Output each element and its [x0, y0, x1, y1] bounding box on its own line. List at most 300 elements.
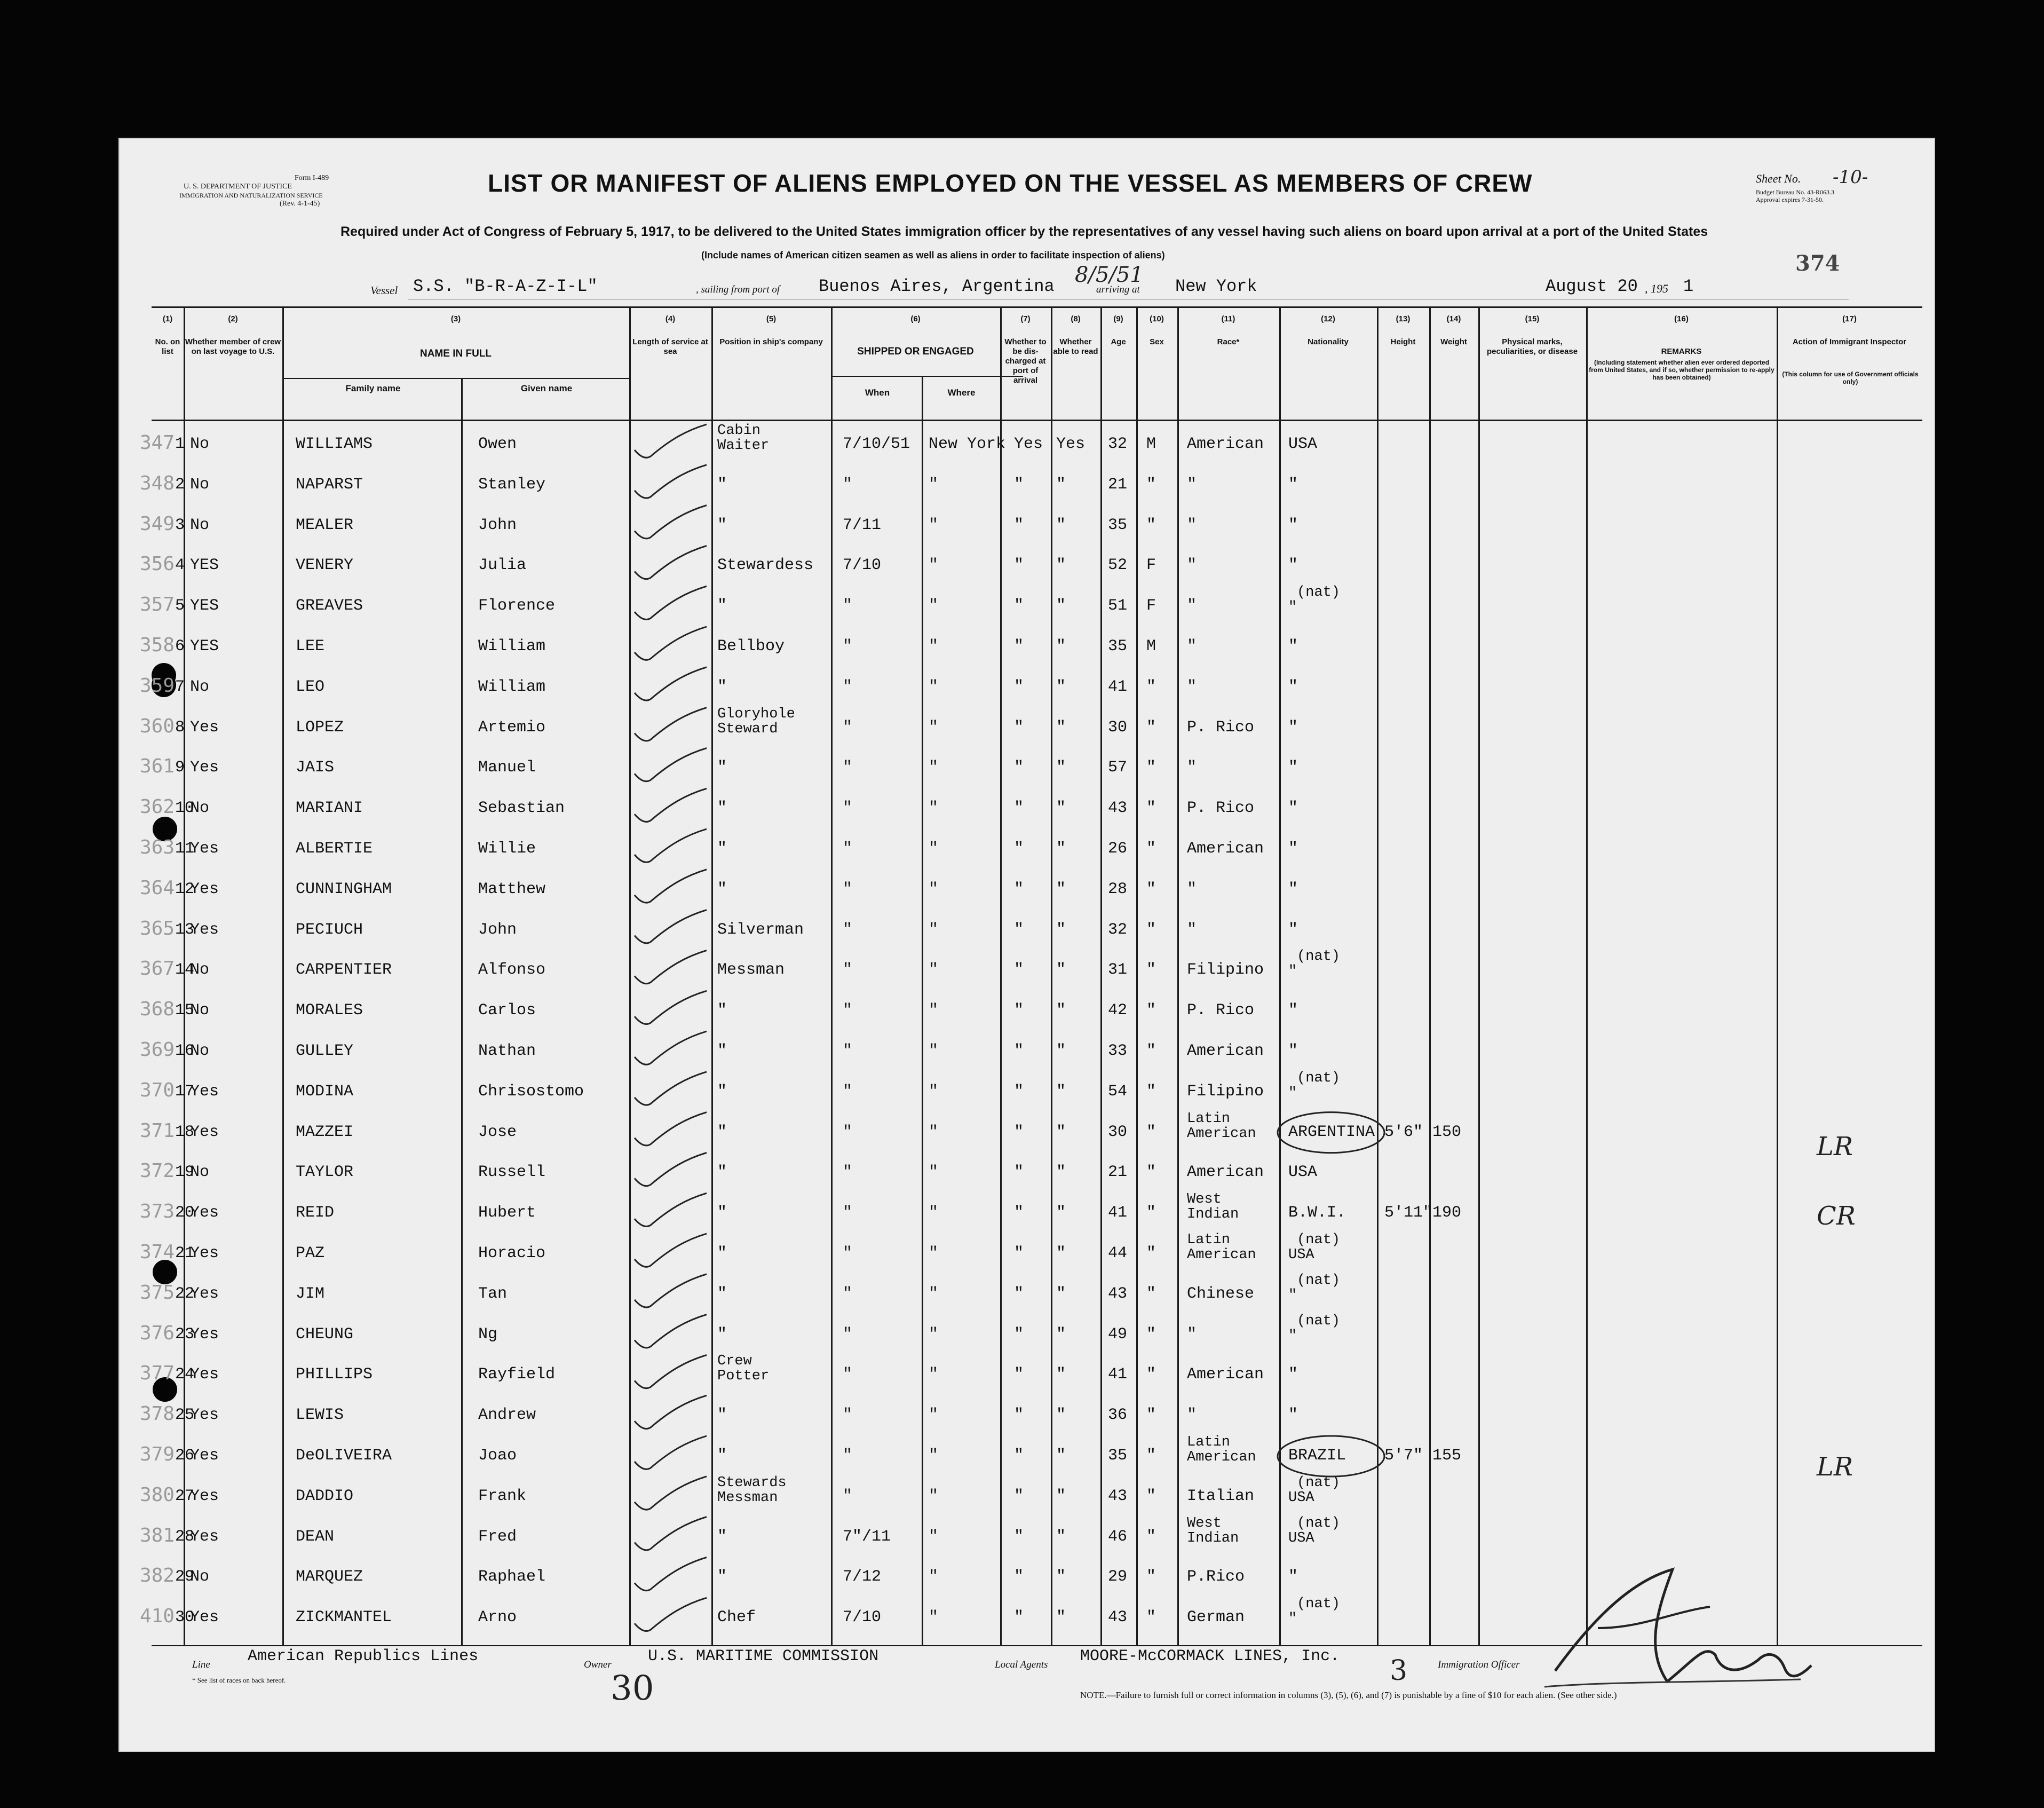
- column-number: (14): [1446, 314, 1461, 323]
- given-name: Artemio: [478, 718, 546, 737]
- column-header: Weight: [1440, 337, 1467, 346]
- able-to-read: ": [1056, 516, 1066, 534]
- column-number: (13): [1396, 314, 1411, 323]
- shipped-when: 7"/11: [843, 1527, 891, 1546]
- discharged: ": [1014, 597, 1024, 615]
- weight: 150: [1432, 1123, 1462, 1141]
- shipped-when: ": [843, 840, 853, 858]
- position: ": [717, 759, 727, 777]
- given-name: Florence: [478, 597, 556, 615]
- race: German: [1187, 1608, 1245, 1627]
- nationality: ": [1288, 677, 1298, 696]
- column-number: (4): [665, 314, 676, 323]
- family-name: CARPENTIER: [296, 961, 392, 980]
- sex: ": [1146, 1608, 1156, 1627]
- family-name: MODINA: [296, 1082, 354, 1101]
- sex: ": [1146, 516, 1156, 534]
- sequence-stamp: 349: [140, 512, 175, 535]
- row-number: 20: [175, 1204, 195, 1222]
- given-name: John: [478, 920, 517, 939]
- discharged: ": [1014, 1001, 1024, 1020]
- sex: ": [1146, 1284, 1156, 1303]
- position: ": [717, 1042, 727, 1060]
- race: American: [1187, 435, 1264, 453]
- check-mark: [635, 829, 707, 862]
- family-name: GULLEY: [296, 1042, 354, 1060]
- check-mark: [635, 870, 707, 903]
- family-name: ZICKMANTEL: [296, 1608, 392, 1627]
- row-number: 24: [175, 1365, 195, 1384]
- shipped-where: ": [929, 1204, 939, 1222]
- check-mark: [635, 1152, 707, 1186]
- row-number: 2: [175, 475, 185, 494]
- sequence-stamp: 377: [140, 1362, 175, 1385]
- sex: ": [1146, 1123, 1156, 1141]
- given-name: Ng: [478, 1325, 498, 1344]
- age: 43: [1108, 799, 1128, 818]
- column-number: (9): [1113, 314, 1123, 323]
- position: Messman: [717, 961, 785, 980]
- shipped-where: ": [929, 1527, 939, 1546]
- column-number: (7): [1020, 314, 1031, 323]
- age: 54: [1108, 1082, 1128, 1101]
- row-number: 11: [175, 840, 195, 858]
- position: Stewardess: [717, 556, 814, 575]
- document-subtitle: Required under Act of Congress of February 5, 1917, to be delivered to the United States immigration officer by the representatives of any vessel having such aliens on board upon arrival at a port of the United States: [340, 224, 1708, 239]
- sequence-stamp: 380: [140, 1483, 175, 1506]
- family-name: MARIANI: [296, 799, 363, 818]
- discharged: ": [1014, 920, 1024, 939]
- prev-voyage: Yes: [190, 1608, 219, 1627]
- sheet-number: -10-: [1833, 167, 1868, 188]
- race: Filipino: [1187, 961, 1264, 980]
- row-number: 22: [175, 1284, 195, 1303]
- position: ": [717, 1568, 727, 1586]
- age: 26: [1108, 840, 1128, 858]
- sex: ": [1146, 677, 1156, 696]
- owner-label: Owner: [584, 1659, 612, 1670]
- family-name: ALBERTIE: [296, 840, 373, 858]
- able-to-read: ": [1056, 799, 1066, 818]
- sex: ": [1146, 920, 1156, 939]
- agents-name: MOORE-McCORMACK LINES, Inc.: [1080, 1647, 1340, 1665]
- discharged: Yes: [1014, 435, 1043, 453]
- discharged: ": [1014, 718, 1024, 737]
- position: ": [717, 1204, 727, 1222]
- given-name: Nathan: [478, 1042, 536, 1060]
- sequence-stamp: 382: [140, 1565, 175, 1587]
- shipped-when: 7/10: [843, 556, 882, 575]
- discharged: ": [1014, 1082, 1024, 1101]
- sequence-stamp: 348: [140, 472, 175, 494]
- shipped-when: ": [843, 1447, 853, 1465]
- able-to-read: ": [1056, 1244, 1066, 1262]
- shipped-when: ": [843, 961, 853, 980]
- nationality: (nat) USA: [1288, 1474, 1341, 1506]
- able-to-read: ": [1056, 1608, 1066, 1627]
- check-mark: [635, 546, 707, 579]
- race: Chinese: [1187, 1284, 1255, 1303]
- able-to-read: ": [1056, 1082, 1066, 1101]
- nationality: ": [1288, 1042, 1298, 1060]
- family-name: LEE: [296, 637, 325, 656]
- sex: ": [1146, 1406, 1156, 1425]
- column-header: Height: [1390, 337, 1416, 346]
- given-name: Frank: [478, 1487, 527, 1505]
- sequence-stamp: 372: [140, 1160, 175, 1182]
- inspector-initials: CR: [1817, 1201, 1856, 1231]
- sequence-stamp: 368: [140, 998, 175, 1021]
- check-marks: [120, 139, 1934, 1751]
- shipped-when: 7/11: [843, 516, 882, 534]
- able-to-read: ": [1056, 1123, 1066, 1141]
- family-name: GREAVES: [296, 597, 363, 615]
- check-mark: [635, 1112, 707, 1146]
- check-mark: [635, 667, 707, 700]
- handwritten-total: 30: [611, 1669, 654, 1708]
- shipped-when: ": [843, 1123, 853, 1141]
- shipped-where: ": [929, 1325, 939, 1344]
- nationality: (nat) USA: [1288, 1515, 1341, 1546]
- shipped-when: ": [843, 759, 853, 777]
- sequence-stamp: 375: [140, 1281, 175, 1304]
- discharged: ": [1014, 1244, 1024, 1262]
- sequence-stamp: 371: [140, 1119, 175, 1142]
- family-name: PECIUCH: [296, 920, 363, 939]
- able-to-read: ": [1056, 961, 1066, 980]
- check-mark: [635, 1436, 707, 1469]
- shipped-where: ": [929, 1406, 939, 1425]
- row-number: 7: [175, 677, 185, 696]
- department-line: U. S. DEPARTMENT OF JUSTICE: [184, 183, 292, 191]
- discharged: ": [1014, 1406, 1024, 1425]
- race: ": [1187, 920, 1197, 939]
- shipped-where: ": [929, 1001, 939, 1020]
- able-to-read: ": [1056, 1568, 1066, 1586]
- column-header: Position in ship's company: [719, 337, 823, 346]
- given-name: Tan: [478, 1284, 508, 1303]
- check-mark: [635, 465, 707, 498]
- row-number: 6: [175, 637, 185, 656]
- family-name: MAZZEI: [296, 1123, 354, 1141]
- shipped-where: ": [929, 677, 939, 696]
- age: 21: [1108, 1163, 1128, 1182]
- able-to-read: ": [1056, 1163, 1066, 1182]
- age: 43: [1108, 1608, 1128, 1627]
- prev-voyage: No: [190, 1001, 210, 1020]
- discharged: ": [1014, 1123, 1024, 1141]
- shipped-where: ": [929, 880, 939, 898]
- sequence-stamp: 367: [140, 958, 175, 980]
- column-number: (17): [1842, 314, 1857, 323]
- line-label: Line: [192, 1659, 210, 1670]
- nationality: (nat) ": [1288, 1596, 1341, 1628]
- row-number: 28: [175, 1527, 195, 1546]
- given-name: John: [478, 516, 517, 534]
- prev-voyage: Yes: [190, 1406, 219, 1425]
- shipped-where: ": [929, 1244, 939, 1262]
- family-name: TAYLOR: [296, 1163, 354, 1182]
- family-name: JAIS: [296, 759, 335, 777]
- age: 52: [1108, 556, 1128, 575]
- sequence-stamp: 379: [140, 1443, 175, 1465]
- prev-voyage: No: [190, 516, 210, 534]
- nationality: ": [1288, 1001, 1298, 1020]
- prev-voyage: Yes: [190, 1325, 219, 1344]
- row-number: 9: [175, 759, 185, 777]
- race: ": [1187, 556, 1197, 575]
- column-header: NAME IN FULL: [419, 348, 492, 359]
- row-number: 23: [175, 1325, 195, 1344]
- sequence-stamp: 410: [140, 1605, 175, 1628]
- check-mark: [635, 910, 707, 943]
- row-number: 13: [175, 920, 195, 939]
- weight: 190: [1432, 1204, 1462, 1222]
- able-to-read: ": [1056, 1365, 1066, 1384]
- check-mark: [635, 1477, 707, 1510]
- prev-voyage: Yes: [190, 1123, 219, 1141]
- column-header: Sex: [1150, 337, 1164, 346]
- shipped-when: ": [843, 1365, 853, 1384]
- race: West Indian: [1187, 1515, 1239, 1546]
- position: ": [717, 799, 727, 818]
- shipped-when: ": [843, 1487, 853, 1505]
- discharged: ": [1014, 1608, 1024, 1627]
- race: Italian: [1187, 1487, 1255, 1505]
- check-mark: [635, 708, 707, 741]
- nationality: ": [1288, 516, 1298, 534]
- shipped-where: ": [929, 840, 939, 858]
- position: ": [717, 1001, 727, 1020]
- nationality: ": [1288, 840, 1298, 858]
- able-to-read: ": [1056, 718, 1066, 737]
- race: American: [1187, 1042, 1264, 1060]
- able-to-read: ": [1056, 759, 1066, 777]
- sequence-stamp: 369: [140, 1039, 175, 1061]
- shipped-where: ": [929, 718, 939, 737]
- shipped-where: ": [929, 1568, 939, 1586]
- shipped-where: ": [929, 920, 939, 939]
- header-when: When: [865, 388, 890, 398]
- family-name: PAZ: [296, 1244, 325, 1262]
- prev-voyage: YES: [190, 556, 219, 575]
- discharged: ": [1014, 1284, 1024, 1303]
- nationality: ": [1288, 880, 1298, 898]
- nationality: (nat) ": [1288, 585, 1341, 616]
- column-header: REMARKS: [1661, 347, 1702, 356]
- officer-label: Immigration Officer: [1438, 1659, 1520, 1670]
- row-number: 5: [175, 597, 185, 615]
- sequence-stamp: 356: [140, 553, 175, 575]
- sex: ": [1146, 1365, 1156, 1384]
- discharged: ": [1014, 840, 1024, 858]
- row-number: 18: [175, 1123, 195, 1141]
- position: ": [717, 1325, 727, 1344]
- prev-voyage: No: [190, 961, 210, 980]
- vessel-name: S.S. "B-R-A-Z-I-L": [413, 277, 598, 296]
- family-name: DADDIO: [296, 1487, 354, 1505]
- position: ": [717, 1406, 727, 1425]
- shipped-where: ": [929, 961, 939, 980]
- position: ": [717, 1123, 727, 1141]
- prev-voyage: Yes: [190, 718, 219, 737]
- discharged: ": [1014, 1163, 1024, 1182]
- column-header: Physical marks, peculiarities, or disease: [1486, 337, 1578, 356]
- shipped-where: ": [929, 475, 939, 494]
- row-number: 15: [175, 1001, 195, 1020]
- column-number: (16): [1674, 314, 1689, 323]
- year-digit: 1: [1683, 277, 1694, 296]
- sex: ": [1146, 799, 1156, 818]
- nationality: ": [1288, 1365, 1298, 1384]
- shipped-when: ": [843, 1163, 853, 1182]
- given-name: Carlos: [478, 1001, 536, 1020]
- shipped-where: ": [929, 556, 939, 575]
- sex: ": [1146, 1447, 1156, 1465]
- check-mark: [635, 1395, 707, 1428]
- sex: ": [1146, 718, 1156, 737]
- check-mark: [635, 991, 707, 1024]
- nationality: USA: [1288, 1163, 1318, 1182]
- race-note: * See list of races on back hereof.: [192, 1676, 286, 1684]
- sex: M: [1146, 435, 1156, 453]
- discharged: ": [1014, 1527, 1024, 1546]
- sequence-stamp: 376: [140, 1322, 175, 1344]
- able-to-read: ": [1056, 1042, 1066, 1060]
- given-name: Jose: [478, 1123, 517, 1141]
- row-number: 27: [175, 1487, 195, 1505]
- sequence-stamp: 381: [140, 1524, 175, 1546]
- position: Stewards Messman: [717, 1474, 787, 1506]
- fine-note: NOTE.—Failure to furnish full or correct information in columns (3), (5), (6), and (7) is punishable by a fine of $10 for each alien. (See other side.): [1080, 1690, 1617, 1700]
- shipped-where: ": [929, 799, 939, 818]
- sex: ": [1146, 1204, 1156, 1222]
- given-name: Horacio: [478, 1244, 546, 1262]
- family-name: LOPEZ: [296, 718, 344, 737]
- sex: ": [1146, 1568, 1156, 1586]
- age: 43: [1108, 1284, 1128, 1303]
- vessel-label: Vessel: [370, 284, 398, 297]
- row-number: 25: [175, 1406, 195, 1425]
- sequence-stamp: 374: [140, 1241, 175, 1263]
- discharged: ": [1014, 516, 1024, 534]
- check-mark: [635, 627, 707, 660]
- race: ": [1187, 1325, 1197, 1344]
- family-name: WILLIAMS: [296, 435, 373, 453]
- shipped-when: ": [843, 677, 853, 696]
- position: ": [717, 1082, 727, 1101]
- row-number: 17: [175, 1082, 195, 1101]
- position: Crew Potter: [717, 1353, 770, 1385]
- height: 5'7": [1384, 1447, 1423, 1465]
- age: 28: [1108, 880, 1128, 898]
- document-note: (Include names of American citizen seamen as well as aliens in order to facilitate inspection of aliens): [701, 250, 1165, 260]
- sex: M: [1146, 637, 1156, 656]
- check-mark: [635, 1072, 707, 1105]
- given-name: Hubert: [478, 1204, 536, 1222]
- arrival-date: August 20: [1546, 277, 1638, 296]
- able-to-read: ": [1056, 677, 1066, 696]
- given-name: William: [478, 677, 546, 696]
- sex: F: [1146, 597, 1156, 615]
- sequence-stamp: 357: [140, 594, 175, 616]
- shipped-where: ": [929, 597, 939, 615]
- age: 46: [1108, 1527, 1128, 1546]
- check-mark: [635, 1517, 707, 1550]
- race: ": [1187, 677, 1197, 696]
- sex: ": [1146, 475, 1156, 494]
- nationality: ": [1288, 556, 1298, 575]
- discharged: ": [1014, 799, 1024, 818]
- sequence-stamp: 359: [140, 674, 175, 697]
- shipped-where: ": [929, 1082, 939, 1101]
- discharged: ": [1014, 1325, 1024, 1344]
- able-to-read: ": [1056, 637, 1066, 656]
- discharged: ": [1014, 475, 1024, 494]
- prev-voyage: YES: [190, 597, 219, 615]
- race: American: [1187, 1163, 1264, 1182]
- age: 35: [1108, 637, 1128, 656]
- race: Latin American: [1187, 1434, 1256, 1465]
- prev-voyage: No: [190, 1163, 210, 1182]
- column-number: (10): [1150, 314, 1164, 323]
- nationality: BRAZIL: [1288, 1447, 1346, 1465]
- able-to-read: ": [1056, 920, 1066, 939]
- given-name: Fred: [478, 1527, 517, 1546]
- shipped-when: ": [843, 920, 853, 939]
- check-mark: [635, 1031, 707, 1064]
- column-number: (11): [1221, 314, 1235, 323]
- discharged: ": [1014, 677, 1024, 696]
- age: 41: [1108, 677, 1128, 696]
- sex: ": [1146, 1325, 1156, 1344]
- family-name: LEWIS: [296, 1406, 344, 1425]
- position: ": [717, 597, 727, 615]
- prev-voyage: No: [190, 435, 210, 453]
- given-name: Russell: [478, 1163, 546, 1182]
- discharged: ": [1014, 961, 1024, 980]
- column-number: (3): [450, 314, 461, 323]
- row-number: 29: [175, 1568, 195, 1586]
- sequence-stamp: 358: [140, 634, 175, 656]
- able-to-read: ": [1056, 1204, 1066, 1222]
- prev-voyage: Yes: [190, 880, 219, 898]
- family-name: PHILLIPS: [296, 1365, 373, 1384]
- nationality: ": [1288, 759, 1298, 777]
- age: 42: [1108, 1001, 1128, 1020]
- family-name: NAPARST: [296, 475, 363, 494]
- row-number: 30: [175, 1608, 195, 1627]
- able-to-read: ": [1056, 1406, 1066, 1425]
- given-name: Willie: [478, 840, 536, 858]
- given-name: Stanley: [478, 475, 546, 494]
- row-number: 4: [175, 556, 185, 575]
- discharged: ": [1014, 1568, 1024, 1586]
- column-number: (1): [162, 314, 173, 323]
- shipped-where: ": [929, 1163, 939, 1182]
- shipped-when: ": [843, 1406, 853, 1425]
- given-name: Andrew: [478, 1406, 536, 1425]
- race: P. Rico: [1187, 718, 1255, 737]
- shipped-when: ": [843, 1042, 853, 1060]
- column-header: Whether to be dis-charged at port of arrival: [1004, 337, 1047, 385]
- race: ": [1187, 475, 1197, 494]
- nationality: ": [1288, 1568, 1298, 1586]
- inspector-initials: LR: [1817, 1132, 1853, 1162]
- family-name: MARQUEZ: [296, 1568, 363, 1586]
- position: ": [717, 1284, 727, 1303]
- prev-voyage: Yes: [190, 1487, 219, 1505]
